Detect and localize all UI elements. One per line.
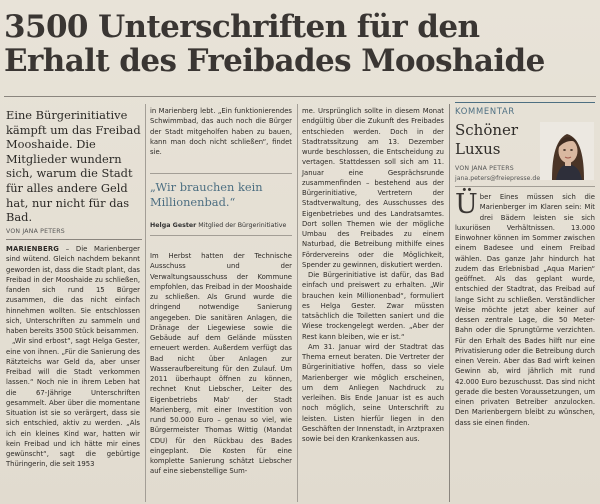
article-lead: Eine Bürgerinitiative kämpft um das Freibad Mooshaide. Die Mitglieder wundern sich, warum die Stadt für alles andere Geld hat, nur nicht für das Bad.: [6, 108, 141, 225]
article-column-3: [302, 106, 444, 444]
article-paragraph-1-text: – Die Marienberger sind wütend. Gleich nachdem bekannt geworden ist, dass die Stadt plant, das Freibad in der Mooshaide zu schließen, fanden sich rund 15 Bürger zusammen, die das nicht einfach hinnehmen wollten. Sie entschlossen sich, Unterschriften zu sammeln und haben bereits 3500 Stück beisammen.: [6, 245, 140, 335]
commentary-rule: [455, 186, 595, 187]
article-byline: VON JANA PETERS: [6, 228, 65, 235]
commentary-title-line-1: Schöner: [455, 121, 519, 139]
headline-rule: [4, 96, 596, 97]
quote-rule-top: [150, 173, 292, 174]
pull-quote: „Wir brauchen kein Millionenbad.“: [150, 180, 263, 209]
pull-quote-role: Mitglied der Bürgerinitiative: [196, 222, 287, 229]
commentary-text: ber Eines müssen sich die Marienberger im Klaren sein: Mit drei Bädern leisten sie sich luxuriösen Verhältnissen. 13.000 Einwohner können im Sommer zwischen einem Badesee und einem Freibad wählen. Das ganze Jahr hindurch hat zudem das Erlebnisbad „Aqua Marien“ geöffnet. Als das geplant wurde, entschied der Stadtrat, das Freibad auf lange Sicht zu schließen. Verständlicher Weise möchte jetzt aber keiner auf dessen zentrale Lage, die 50 Meter-Bahn oder die Sprungtürme verzichten. Für den Erhalt des Bades hilft nur eine Privatisierung oder die Betreibung durch einen Verein. Aber das Bad wirft keinen Gewinn ab, wird jährlich mit rund 42.000 Euro bezuschusst. Das sind nicht gerade die besten Voraussetzungen, um einen privaten Betreiber anzulocken. Den Marienbergern bleibt zu wünschen, dass sie einen finden.: [455, 193, 595, 427]
author-portrait: [540, 122, 594, 180]
article-dateline: MARIENBERG: [6, 245, 60, 253]
column-divider-3: [449, 104, 450, 502]
commentary-label: KOMMENTAR: [455, 106, 515, 116]
column-divider-1: [145, 104, 146, 502]
article-paragraph-5: me. Ursprünglich sollte in diesem Monat endgültig über die Zukunft des Freibades entschieden werden. Doch in der Stadtratssitzung am 13. Dezember wurde beschlossen, die Entscheidung zu vertagen. Stattdessen soll sich am 11. Januar eine Gesprächsrunde zusammenfinden – bestehend aus der Bürgerinitiative, Vertretern der Stadtverwaltung, des Ausschusses des Eigenbetriebes und des Landratsamtes. Dort sollen Themen wie der mögliche Umbau des Freibades zu einem Naturbad, die Betreibung mithilfe eines Fördervereins oder die Möglichkeit, Spender zu gewinnen, diskutiert werden.: [302, 107, 444, 269]
article-paragraph-4: Im Herbst hatten der Technische Ausschuss und der Verwaltungsausschuss der Kommune empfohlen, das Freibad in der Mooshaide zu schließen. Als Grund wurde die dringend notwendige Sanierung angegeben. Die sanitären Anlagen, die Dränage der Liegewiese sowie die Gebäude auf dem Gelände müssten erneuert werden. Außerdem verfügt das Bad nicht über Anlagen zur Wasseraufbereitung für den Zulauf. Um 2011 überhaupt öffnen zu können, rechnet Knut Liebscher, Leiter des Eigenbetriebs Mab' der Stadt Marienberg, mit einer Investition von rund 50.000 Euro – genau so viel, wie Bürgermeister Thomas Wittig (Mandat CDU) für den Rückbau des Bades eingeplant. Die Kosten für eine komplette Sanierung schätzt Liebscher auf eine siebenstellige Sum-: [150, 252, 292, 476]
article-paragraph-2: „Wir sind erbost“, sagt Helga Gester, eine von ihnen. „Für die Sanierung des Rätzteichs war Geld da, aber unser Freibad will die Stadt verkommen lassen.“ Noch nie in ihrem Leben hat die 67-Jährige Unterschriften gesammelt. Aber über die momentane Situation ist sie so verärgert, dass sie sich entschied, aktiv zu werden. „Als ich ein kleines Kind war, hatten wir kein Freibad und ich hätte mir eines gewünscht“, sagt die gebürtige Thüringerin, die seit 1953: [6, 337, 140, 469]
author-portrait-image: [540, 122, 594, 180]
article-column-2: [150, 106, 292, 157]
article-paragraph-6: Die Bürgerinitiative ist dafür, das Bad einfach und preiswert zu erhalten. „Wir brauchen kein Millionenbad“, formuliert es Helga Gester. Zwar müssten tatsächlich die Toiletten saniert und die Wiese trockengelegt werden. „Aber der Rest kann bleiben, wie er ist.“: [302, 271, 444, 341]
article-headline: [4, 10, 596, 78]
column-divider-2: [297, 104, 298, 502]
commentary-body: [455, 189, 595, 428]
article-paragraph-3: in Marienberg lebt. „Ein funktionierendes Schwimmbad, das auch noch die Bürger der Stadt mitgeholfen haben zu bauen, kann man doch nicht schließen“, findet sie.: [150, 107, 292, 156]
commentary-paragraph: [455, 189, 595, 428]
byline-rule: [6, 239, 142, 240]
commentary-title-line-2: Luxus: [455, 140, 501, 158]
pull-quote-attribution: [150, 222, 295, 229]
commentary-rule-top: [455, 102, 595, 103]
article-paragraph-1: [6, 244, 140, 336]
article-paragraph-7: Am 31. Januar wird der Stadtrat das Thema erneut beraten. Die Vertreter der Bürgerinitiative hoffen, dass so viele Marienberger wie möglich erscheinen, um dem Anliegen Nachdruck zu verleihen. Bis Ende Januar ist es auch noch möglich, seine Unterschrift zu leisten. Listen hierfür liegen in den Geschäften der Innenstadt, in Arztpraxen sowie bei den Krankenkassen aus.: [302, 342, 444, 443]
quote-rule-bottom: [150, 235, 292, 236]
headline-line-2: Erhalt des Freibades Mooshaide: [4, 43, 545, 79]
article-column-2-lower: [150, 251, 292, 477]
commentary-author: VON JANA PETERS: [455, 165, 514, 172]
pull-quote-name: Helga Gester: [150, 222, 197, 229]
commentary-email: jana.peters@freiepresse.de: [455, 175, 541, 182]
commentary-dropcap: Ü: [455, 189, 478, 220]
article-column-1: [6, 244, 140, 470]
headline-line-1: 3500 Unterschriften für den: [4, 9, 480, 45]
